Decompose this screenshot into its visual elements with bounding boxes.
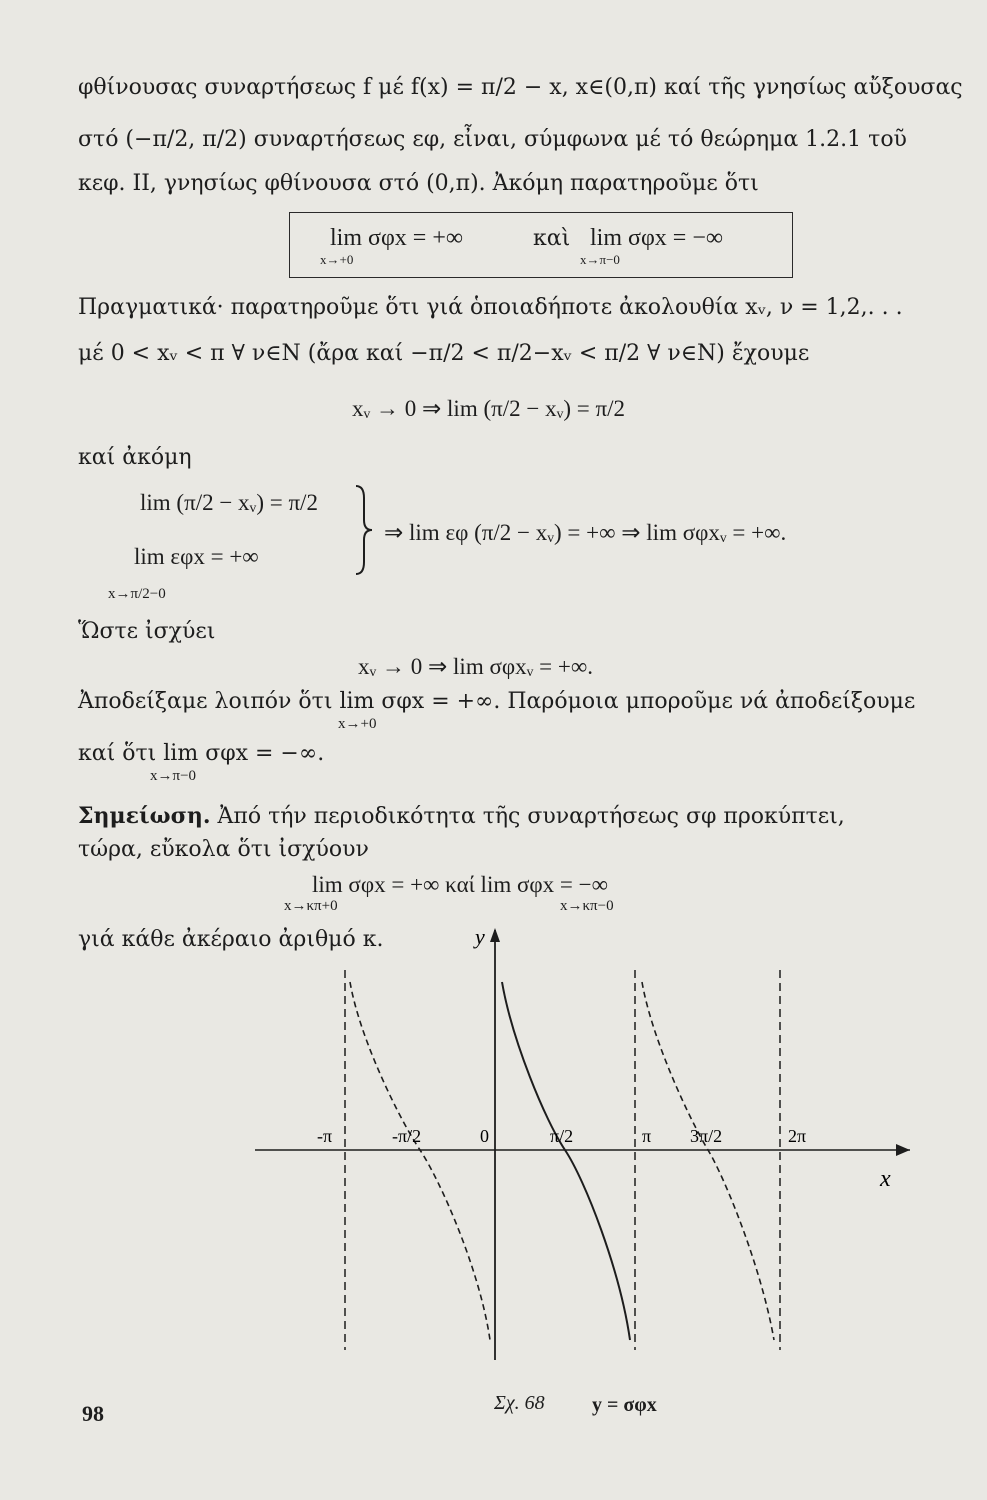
y-axis-arrow [490, 928, 500, 942]
note-label: Σημείωση. [78, 803, 211, 829]
branch-dashed-right [642, 982, 774, 1340]
axis-x-label: x [880, 1166, 891, 1192]
text-line-14: γιά κάθε ἀκέραιο ἀριθμό κ. [78, 927, 384, 952]
figure-caption-formula: y = σφx [592, 1394, 657, 1416]
tick-minus-half-pi: -π/2 [392, 1126, 422, 1146]
box-left-limit: lim σφx = +∞ [330, 225, 463, 251]
cotangent-graph [250, 920, 930, 1380]
note-text: Ἀπό τήν περιοδικότητα τῆς συναρτήσεως σφ προκύπτει, [210, 804, 845, 829]
tick-pi: π [642, 1126, 652, 1146]
tick-minus-pi: -π [317, 1126, 333, 1146]
text-line-13-subscript-2: x→κπ−0 [560, 898, 614, 914]
page-number: 98 [82, 1401, 104, 1426]
text-line-8: Ὥστε ἰσχύει [78, 619, 216, 644]
axis-y-label: y [475, 924, 485, 949]
text-line-11-subscript: x→π−0 [150, 768, 197, 784]
box-left-subscript: x→+0 [320, 252, 354, 267]
text-line-2: στό (−π/2, π/2) συναρτήσεως εφ, εἶναι, σύμφωνα μέ τό θεώρημα 1.2.1 τοῦ [78, 127, 907, 152]
text-line-10: Ἀποδείξαμε λοιπόν ὅτι lim σφx = +∞. Παρόμοια μποροῦμε νά ἀποδείξουμε [78, 689, 916, 714]
text-line-7: καί ἀκόμη [78, 445, 192, 470]
text-line-13: lim σφx = +∞ καί lim σφx = −∞ [312, 872, 608, 897]
system-brace [352, 484, 376, 576]
system-result: ⇒ lim εφ (π/2 − xᵥ) = +∞ ⇒ lim σφxᵥ = +∞. [384, 520, 787, 545]
tick-three-half-pi: 3π/2 [690, 1126, 723, 1146]
box-conjunction: καὶ [533, 226, 571, 251]
text-line-1: φθίνουσας συναρτήσεως f μέ f(x) = π/2 − x, x∈(0,π) καί τῆς γνησίως αὔξουσας [78, 75, 963, 100]
text-line-12: τώρα, εὔκολα ὅτι ἰσχύουν [78, 837, 369, 862]
text-line-5: μέ 0 < xᵥ < π ∀ ν∈N (ἄρα καί −π/2 < π/2−xᵥ < π/2 ∀ ν∈N) ἔχουμε [78, 341, 810, 366]
branch-solid [502, 982, 630, 1340]
x-axis-arrow [896, 1144, 910, 1156]
tick-two-pi: 2π [788, 1126, 807, 1146]
box-right-subscript: x→π−0 [580, 252, 620, 267]
text-line-4: Πραγματικά· παρατηροῦμε ὅτι γιά ὁποιαδήποτε ἀκολουθία xᵥ, ν = 1,2,. . . [78, 295, 903, 320]
note-line [78, 804, 845, 829]
figure-caption: Σχ. 68 [494, 1392, 545, 1414]
system-line-2-subscript: x→π/2−0 [108, 586, 166, 602]
system-line-2: lim εφx = +∞ [134, 544, 259, 569]
text-line-11: καί ὅτι lim σφx = −∞. [78, 741, 325, 766]
text-line-13-subscript-1: x→κπ+0 [284, 898, 338, 914]
system-line-1: lim (π/2 − xᵥ) = π/2 [140, 490, 318, 515]
tick-half-pi: π/2 [550, 1126, 574, 1146]
box-right-limit: lim σφx = −∞ [590, 225, 723, 251]
text-line-9: xᵥ → 0 ⇒ lim σφxᵥ = +∞. [358, 654, 593, 679]
text-line-3: κεφ. II, γνησίως φθίνουσα στό (0,π). Ἀκόμη παρατηροῦμε ὅτι [78, 171, 759, 196]
branch-dashed-left [350, 982, 490, 1340]
text-line-10-subscript: x→+0 [338, 716, 377, 732]
text-line-6: xᵥ → 0 ⇒ lim (π/2 − xᵥ) = π/2 [352, 396, 625, 421]
tick-zero: 0 [480, 1126, 489, 1146]
